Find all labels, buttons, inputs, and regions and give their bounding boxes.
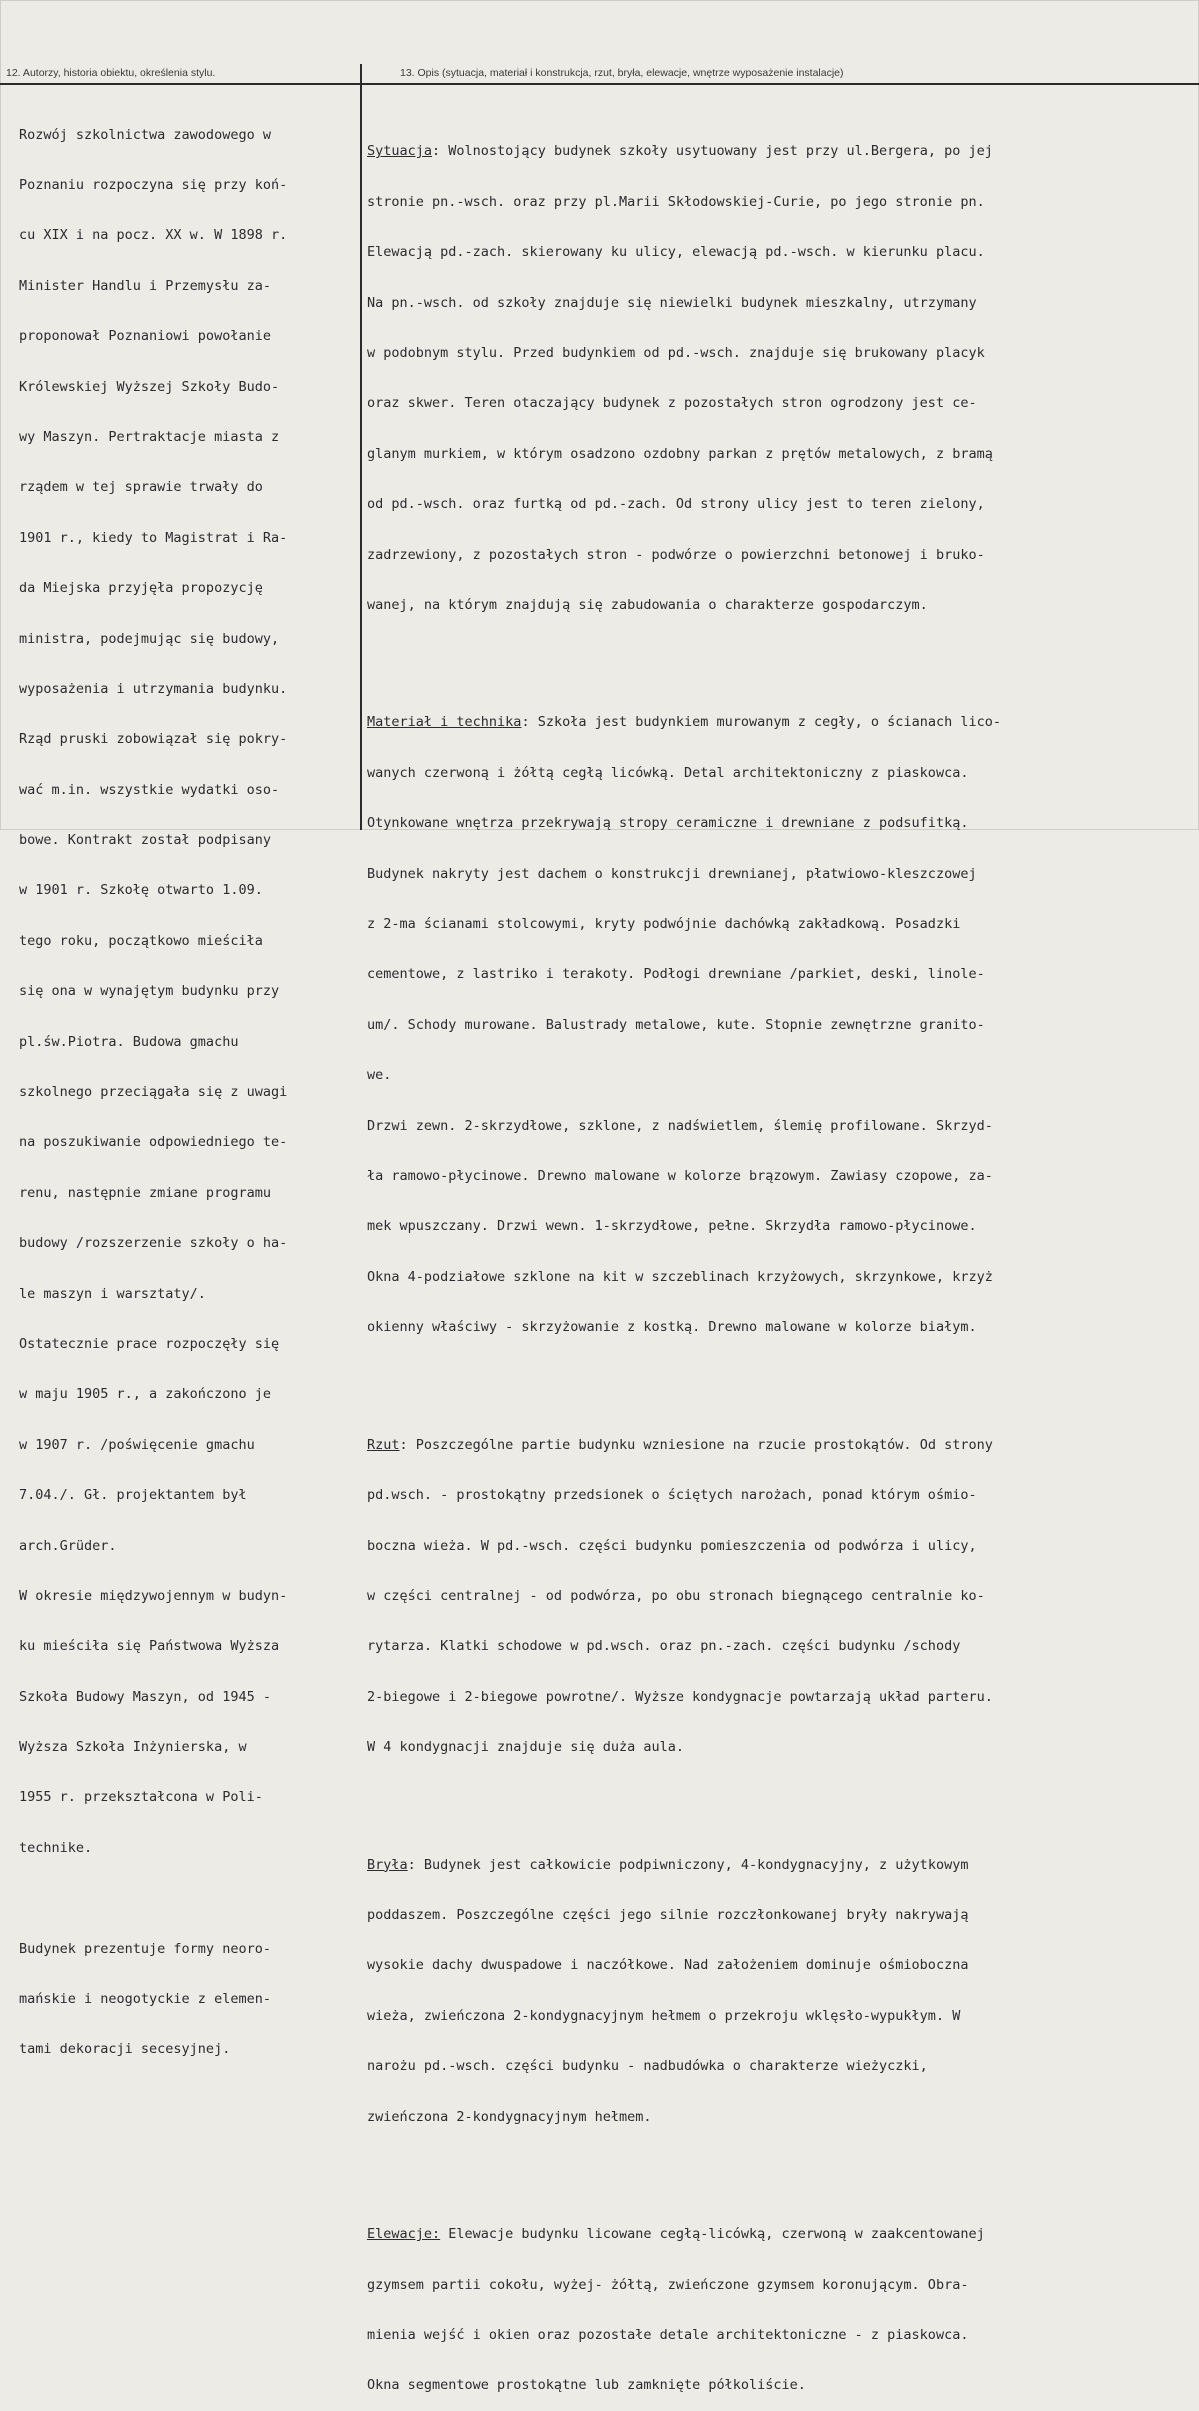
- history-line: le maszyn i warsztaty/.: [19, 1285, 206, 1302]
- description-line: um/. Schody murowane. Balustrady metalowe, kute. Stopnie zewnętrzne granito-: [367, 1016, 985, 1033]
- section-term-sytuacja: Sytuacja: [367, 143, 433, 160]
- history-line: Minister Handlu i Przemysłu za-: [19, 277, 271, 294]
- history-line: się ona w wynajętym budynku przy: [19, 983, 280, 1000]
- description-line: rytarza. Klatki schodowe w pd.wsch. oraz pn.-zach. części budynku /schody: [367, 1638, 961, 1655]
- history-line: Rozwój szkolnictwa zawodowego w: [19, 126, 271, 143]
- right-column-header: 13. Opis (sytuacja, materiał i konstrukcja, rzut, bryła, elewacje, wnętrze wyposażenie instalacje): [400, 67, 844, 79]
- description-line: 2-biegowe i 2-biegowe powrotne/. Wyższe kondygnacje powtarzają układ parteru.: [367, 1688, 993, 1705]
- history-line: w 1907 r. /poświęcenie gmachu: [19, 1436, 255, 1453]
- description-line: Drzwi zewn. 2-skrzydłowe, szklone, z nadświetlem, ślemię profilowane. Skrzyd-: [367, 1117, 993, 1134]
- history-line: W okresie międzywojennym w budyn-: [19, 1587, 288, 1604]
- history-line: mańskie i neogotyckie z elemen-: [19, 1991, 271, 2008]
- column-divider: [360, 64, 362, 830]
- history-line: wać m.in. wszystkie wydatki oso-: [19, 781, 280, 798]
- section-term-material: Materiał i technika: [367, 714, 522, 731]
- history-line: renu, następnie zmiane programu: [19, 1184, 271, 1201]
- section-gap: [367, 647, 1192, 664]
- history-line: 7.04./. Gł. projektantem był: [19, 1487, 247, 1504]
- description-line: Okna segmentowe prostokątne lub zamknięte półkoliście.: [367, 2377, 806, 2394]
- description-line: Sytuacja: Wolnostojący budynek szkoły usytuowany jest przy ul.Bergera, po jej: [367, 143, 993, 160]
- history-line: tego roku, początkowo mieściła: [19, 932, 263, 949]
- description-line: cementowe, z lastriko i terakoty. Podłogi drewniane /parkiet, deski, linole-: [367, 966, 985, 983]
- section-term-bryla: Bryła: [367, 1856, 408, 1873]
- description-line: mienia wejść i okien oraz pozostałe detale architektoniczne - z piaskowca.: [367, 2326, 969, 2343]
- description-line: od pd.-wsch. oraz furtką od pd.-zach. Od strony ulicy jest to teren zielony,: [367, 496, 985, 513]
- description-line: gzymsem partii cokołu, wyżej- żółtą, zwieńczone gzymsem koronującym. Obra-: [367, 2276, 969, 2293]
- history-line: Szkoła Budowy Maszyn, od 1945 -: [19, 1688, 271, 1705]
- left-column-header: 12. Autorzy, historia obiektu, określenia stylu.: [6, 67, 216, 79]
- history-line: cu XIX i na pocz. XX w. W 1898 r.: [19, 227, 288, 244]
- history-line: arch.Grüder.: [19, 1537, 117, 1554]
- description-line: Elewacją pd.-zach. skierowany ku ulicy, elewacją pd.-wsch. w kierunku placu.: [367, 244, 985, 261]
- section-term-elewacje: Elewacje:: [367, 2226, 441, 2243]
- section-term-rzut: Rzut: [367, 1436, 400, 1453]
- history-text: [19, 93, 354, 2075]
- description-line: poddaszem. Poszczególne części jego silnie rozczłonkowanej bryły nakrywają: [367, 1907, 969, 1924]
- history-line: technike.: [19, 1839, 93, 1856]
- history-line: pl.św.Piotra. Budowa gmachu: [19, 1033, 239, 1050]
- header-divider: [0, 83, 1199, 85]
- history-line: szkolnego przeciągała się z uwagi: [19, 1084, 288, 1101]
- description-line: pd.wsch. - prostokątny przedsionek o ściętych narożach, ponad którym ośmio-: [367, 1487, 977, 1504]
- description-line: Materiał i technika: Szkoła jest budynkiem murowanym z cegły, o ścianach lico-: [367, 714, 1001, 731]
- history-line: Budynek prezentuje formy neoro-: [19, 1940, 271, 1957]
- description-line: zwieńczona 2-kondygnacyjnym hełmem.: [367, 2108, 652, 2125]
- description-text: [367, 93, 1192, 2411]
- section-gap: [367, 1370, 1192, 1387]
- description-line: Bryła: Budynek jest całkowicie podpiwniczony, 4-kondygnacyjny, z użytkowym: [367, 1856, 969, 1873]
- description-line: mek wpuszczany. Drzwi wewn. 1-skrzydłowe, pełne. Skrzydła ramowo-płycinowe.: [367, 1218, 977, 1235]
- description-line: z 2-ma ścianami stolcowymi, kryty podwójnie dachówką zakładkową. Posadzki: [367, 916, 961, 933]
- description-line: boczna wieża. W pd.-wsch. części budynku pomieszczenia od podwórza i ulicy,: [367, 1537, 977, 1554]
- description-line: oraz skwer. Teren otaczający budynek z pozostałych stron ogrodzony jest ce-: [367, 395, 977, 412]
- description-line: narożu pd.-wsch. części budynku - nadbudówka o charakterze wieżyczki,: [367, 2058, 928, 2075]
- history-line: proponował Poznaniowi powołanie: [19, 328, 271, 345]
- history-line: bowe. Kontrakt został podpisany: [19, 832, 271, 849]
- history-line: ministra, podejmując się budowy,: [19, 630, 280, 647]
- description-line: Okna 4-podziałowe szklone na kit w szczeblinach krzyżowych, skrzynkowe, krzyż: [367, 1268, 993, 1285]
- section-gap: [367, 2159, 1192, 2176]
- description-line: wieża, zwieńczona 2-kondygnacyjnym hełmem o przekroju wklęsło-wypukłym. W: [367, 2007, 961, 2024]
- history-line: w maju 1905 r., a zakończono je: [19, 1386, 271, 1403]
- description-line: W 4 kondygnacji znajduje się duża aula.: [367, 1739, 684, 1756]
- description-line: Na pn.-wsch. od szkoły znajduje się niewielki budynek mieszkalny, utrzymany: [367, 294, 977, 311]
- history-line: Poznaniu rozpoczyna się przy koń-: [19, 176, 288, 193]
- history-line: 1901 r., kiedy to Magistrat i Ra-: [19, 529, 288, 546]
- description-line: we.: [367, 1067, 392, 1084]
- description-line: glanym murkiem, w którym osadzono ozdobny parkan z prętów metalowych, z bramą: [367, 445, 993, 462]
- history-line: tami dekoracji secesyjnej.: [19, 2041, 231, 2058]
- description-line: Elewacje: Elewacje budynku licowane cegłą-licówką, czerwoną w zaakcentowanej: [367, 2226, 985, 2243]
- history-line: budowy /rozszerzenie szkoły o ha-: [19, 1235, 288, 1252]
- history-line: w 1901 r. Szkołę otwarto 1.09.: [19, 882, 263, 899]
- history-line: Królewskiej Wyższej Szkoły Budo-: [19, 378, 280, 395]
- history-line: wy Maszyn. Pertraktacje miasta z: [19, 428, 280, 445]
- history-line: ku mieściła się Państwowa Wyższa: [19, 1638, 280, 1655]
- history-line: da Miejska przyjęła propozycję: [19, 580, 263, 597]
- description-line: stronie pn.-wsch. oraz przy pl.Marii Skłodowskiej-Curie, po jego stronie pn.: [367, 193, 985, 210]
- history-line: Ostatecznie prace rozpoczęły się: [19, 1335, 280, 1352]
- description-line: Rzut: Poszczególne partie budynku wzniesione na rzucie prostokątów. Od strony: [367, 1436, 993, 1453]
- history-line: 1955 r. przekształcona w Poli-: [19, 1789, 263, 1806]
- history-line: wyposażenia i utrzymania budynku.: [19, 680, 288, 697]
- description-line: Otynkowane wnętrza przekrywają stropy ceramiczne i drewniane z podsufitką.: [367, 815, 969, 832]
- history-line: rządem w tej sprawie trwały do: [19, 479, 263, 496]
- description-line: wanej, na którym znajdują się zabudowania o charakterze gospodarczym.: [367, 596, 928, 613]
- section-gap: [367, 1789, 1192, 1806]
- description-line: wysokie dachy dwuspadowe i naczółkowe. Nad założeniem dominuje ośmioboczna: [367, 1957, 969, 1974]
- description-line: zadrzewiony, z pozostałych stron - podwórze o powierzchni betonowej i bruko-: [367, 546, 985, 563]
- description-line: Budynek nakryty jest dachem o konstrukcji drewnianej, płatwiowo-kleszczowej: [367, 865, 977, 882]
- history-line: Rząd pruski zobowiązał się pokry-: [19, 731, 288, 748]
- history-line: Wyższa Szkoła Inżynierska, w: [19, 1739, 247, 1756]
- description-line: w części centralnej - od podwórza, po obu stronach biegnącego centralnie ko-: [367, 1587, 985, 1604]
- history-line: na poszukiwanie odpowiedniego te-: [19, 1134, 288, 1151]
- description-line: w podobnym stylu. Przed budynkiem od pd.-wsch. znajduje się brukowany placyk: [367, 344, 985, 361]
- description-line: ła ramowo-płycinowe. Drewno malowane w kolorze brązowym. Zawiasy czopowe, za-: [367, 1168, 993, 1184]
- description-line: okienny właściwy - skrzyżowanie z kostką. Drewno malowane w kolorze białym.: [367, 1319, 977, 1336]
- description-line: wanych czerwoną i żółtą cegłą licówką. Detal architektoniczny z piaskowca.: [367, 764, 969, 781]
- history-line: [19, 1890, 354, 1907]
